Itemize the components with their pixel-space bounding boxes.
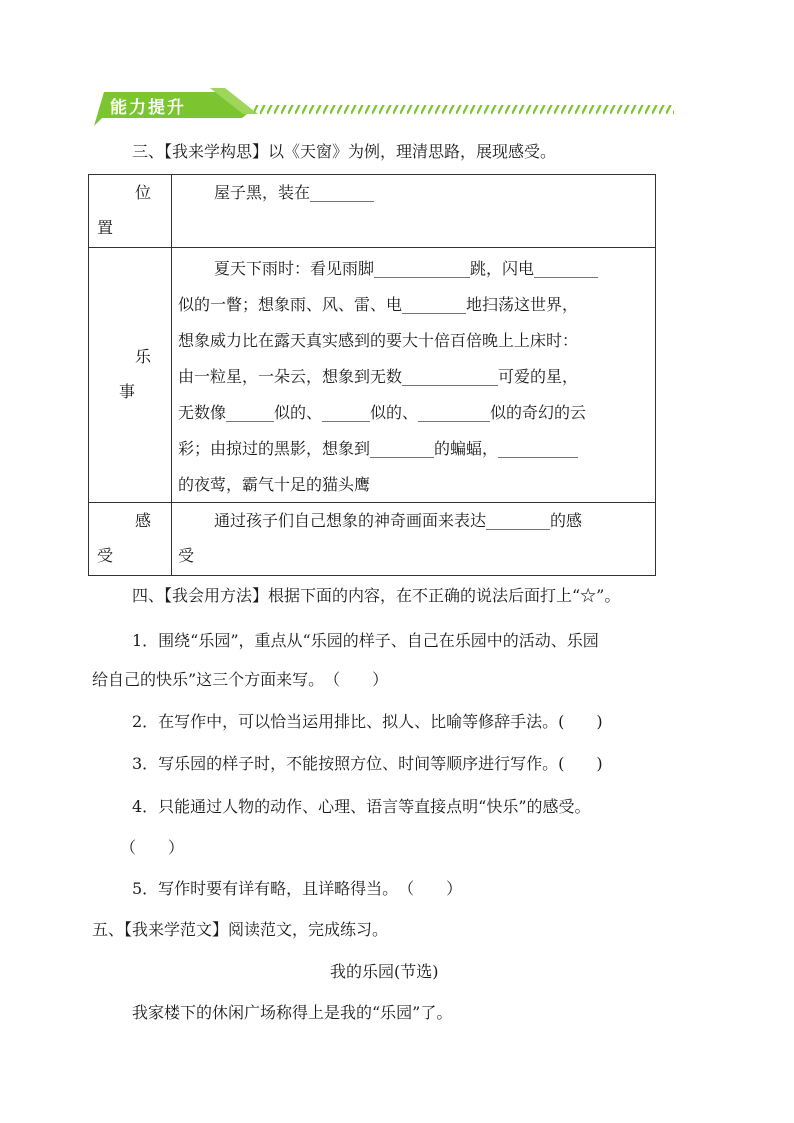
row-content-cell xyxy=(172,175,656,248)
section-banner xyxy=(92,84,677,128)
row-text-line: 想象威力比在露天真实感到的要大十倍百倍晚上上床时： xyxy=(178,331,579,350)
row-content-cell xyxy=(172,503,656,576)
row-text-line: 似的一瞥；想象雨、风、雷、电________地扫荡这世界， xyxy=(178,295,579,314)
section3-heading: 三、【我来学构思】以《天窗》为例，理清思路，展现感受。 xyxy=(132,142,557,161)
row-content-cell xyxy=(172,248,656,503)
row-label-cell xyxy=(89,248,172,503)
question-item: （ ） xyxy=(120,838,185,857)
row-text-line: 的夜莺，霸气十足的猫头鹰 xyxy=(178,475,371,494)
row-label-cell xyxy=(89,503,172,576)
row-label-part: 位 xyxy=(135,183,152,202)
table-row xyxy=(89,503,656,576)
question-item: 1．围绕“乐园”，重点从“乐园的样子、自己在乐园中的活动、乐园 xyxy=(132,631,599,650)
banner-title: 能力提升 xyxy=(110,98,186,118)
row-text-line: 夏天下雨时：看见雨脚____________跳，闪电________ xyxy=(214,259,599,278)
section5-heading: 五、【我来学范文】阅读范文，完成练习。 xyxy=(92,920,389,939)
row-text-line: 彩；由掠过的黑影，想象到________的蝙蝠，__________ xyxy=(178,439,579,458)
row-label-part: 置 xyxy=(97,218,114,237)
row-text-line: 屋子黑，装在________ xyxy=(214,183,375,202)
row-label-part: 受 xyxy=(97,546,114,565)
question-item: 给自己的快乐”这三个方面来写。 （ ） xyxy=(92,670,389,689)
article-title: 我的乐园(节选) xyxy=(330,962,439,981)
row-label-cell xyxy=(89,175,172,248)
row-label-part: 乐 xyxy=(135,347,152,366)
row-text-line: 无数像______似的、______似的、_________似的奇幻的云 xyxy=(178,403,587,422)
question-item: 4．只能通过人物的动作、心理、语言等直接点明“快乐”的感受。 xyxy=(132,797,591,816)
table-row xyxy=(89,175,656,248)
row-text-line: 受 xyxy=(178,546,195,565)
table-row xyxy=(89,248,656,503)
question-item: 2．在写作中，可以恰当运用排比、拟人、比喻等修辞手法。( ) xyxy=(132,712,603,731)
question-item: 5．写作时要有详有略，且详略得当。 （ ） xyxy=(132,879,463,898)
row-label-part: 感 xyxy=(135,511,152,530)
article-paragraph: 我家楼下的休闲广场称得上是我的“乐园”了。 xyxy=(132,1003,453,1022)
row-label-part: 事 xyxy=(119,382,136,401)
question-item: 3．写乐园的样子时，不能按照方位、时间等顺序进行写作。( ) xyxy=(132,754,603,773)
row-text-line: 由一粒星，一朵云，想象到无数____________可爱的星， xyxy=(178,367,579,386)
row-text-line: 通过孩子们自己想象的神奇画面来表达________的感 xyxy=(214,511,583,530)
section3-table xyxy=(88,174,656,576)
section4-heading: 四、【我会用方法】根据下面的内容，在不正确的说法后面打上“☆”。 xyxy=(132,586,621,605)
